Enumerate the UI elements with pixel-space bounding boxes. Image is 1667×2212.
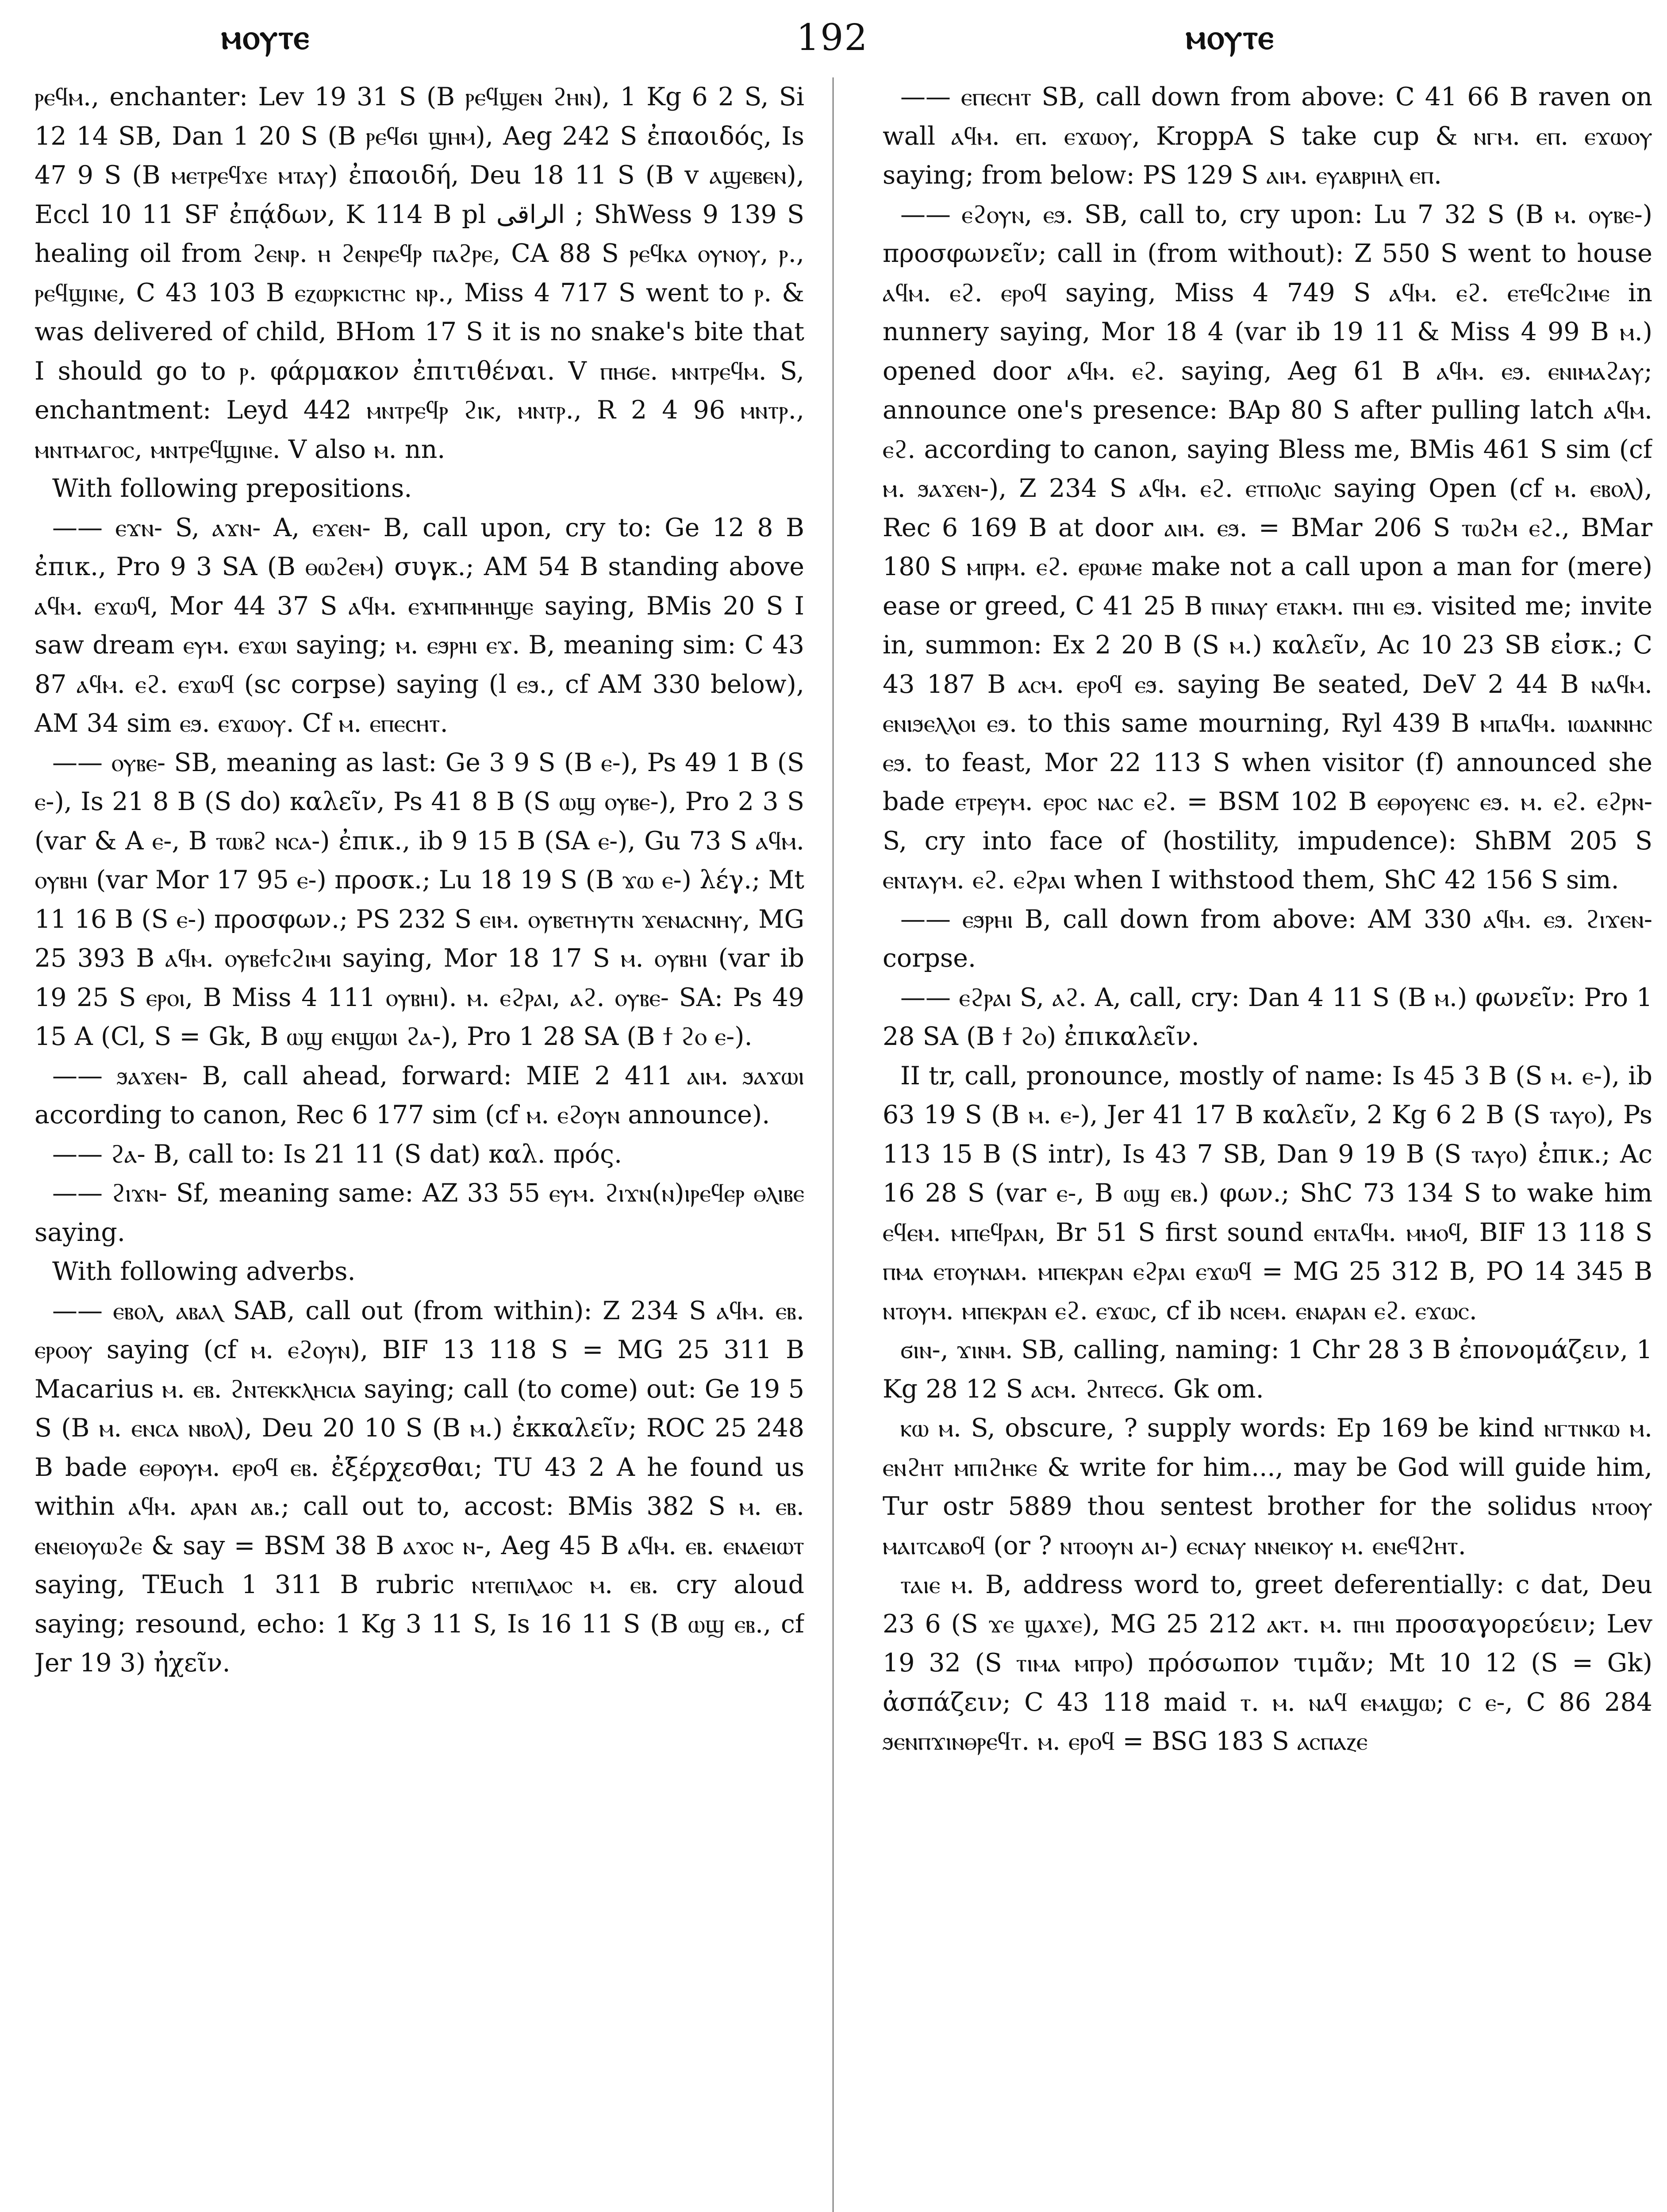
right-running-head: ⲙⲟⲩⲧⲉ xyxy=(1186,17,1275,57)
left-column xyxy=(35,77,804,2212)
entry-ebol: —— ⲉⲃⲟⲗ, ⲁⲃⲁⲗ SAB, call out (from within): Z 234 S ⲁϥⲙ. ⲉⲃ. ⲉⲣⲟⲟⲩ saying (cf ⲙ. ⲉϩⲟⲩⲛ), BIF 13 118 S = MG 25 311 B Macarius ⲙ. ⲉⲃ. ϩⲛⲧⲉⲕⲕⲗⲏⲥⲓⲁ saying; call (to come) out: Ge 19 5 S (B ⲙ. ⲉⲛⲥⲁ ⲛⲃⲟⲗ), Deu 20 10 S (B ⲙ.) ἐκκαλεῖν; ROC 25 248 B bade ⲉⲑⲣⲟⲩⲙ. ⲉⲣⲟϥ ⲉⲃ. ἐξέρχεσθαι; TU 43 2 A he found us within ⲁϥⲙ. ⲁⲣⲁⲛ ⲁⲃ.; call out to, accost: BMis 382 S ⲙ. ⲉⲃ. ⲉⲛⲉⲓⲟⲩⲱϩⲉ & say = BSM 38 B ⲁϫⲟⲥ ⲛ-, Aeg 45 B ⲁϥⲙ. ⲉⲃ. ⲉⲛⲁⲉⲓⲱⲧ saying, TEuch 1 311 B rubric ⲛⲧⲉⲡⲓⲗⲁⲟⲥ ⲙ. ⲉⲃ. cry aloud saying; resound, echo: 1 Kg 3 11 S, Is 16 11 S (B ⲱϣ ⲉⲃ., cf Jer 19 3) ἠχεῖν. xyxy=(35,1296,804,1678)
entry-ha: —— ϩⲁ- B, call to: Is 21 11 (S dat) καλ. πρός. xyxy=(52,1139,622,1169)
entry-epesht: —— ⲉⲡⲉⲥⲏⲧ SB, call down from above: C 41 66 B raven on wall ⲁϥⲙ. ⲉⲡ. ⲉϫⲱⲟⲩ, KroppA S take cup & ⲛⲅⲙ. ⲉⲡ. ⲉϫⲱⲟⲩ saying; from below: PS 129 S ⲁⲓⲙ. ⲉⲩⲁⲃⲣⲓⲏⲗ ⲉⲡ. xyxy=(883,82,1652,190)
page-header xyxy=(0,0,1667,66)
entry-ko: ⲕⲱ ⲙ. S, obscure, ? supply words: Ep 169 be kind ⲛⲅⲧⲛⲕⲱ ⲙ. ⲉⲛϩⲏⲧ ⲙⲡⲓϩⲏⲕⲉ & write for him..., may be God will guide him, Tur ostr 5889 thou sentest brother for the solidus ⲛⲧⲟⲟⲩ ⲙⲁⲓⲧⲥⲁⲃⲟϥ (or ? ⲛⲧⲟⲟⲩⲛ ⲁⲓ-) ⲉⲥⲛⲁⲩ ⲛⲛⲉⲓⲕⲟⲩ ⲙ. ⲉⲛⲉϥϩⲏⲧ. xyxy=(883,1413,1652,1560)
right-column xyxy=(883,77,1652,2212)
entry-transitive: II tr, call, pronounce, mostly of name: Is 45 3 B (S ⲙ. ⲉ-), ib 63 19 S (B ⲙ. ⲉ-), Jer 41 17 B καλεῖν, 2 Kg 6 2 B (S ⲧⲁⲩⲟ), Ps 113 15 B (S intr), Is 43 7 SB, Dan 9 19 B (S ⲧⲁⲩⲟ) ἐπικ.; Ac 16 28 S (var ⲉ-, B ⲱϣ ⲉⲃ.) φων.; ShC 73 134 S to wake him ⲉϥⲉⲙ. ⲙⲡⲉϥⲣⲁⲛ, Br 51 S first sound ⲉⲛⲧⲁϥⲙ. ⲙⲙⲟϥ, BIF 13 118 S ⲡⲙⲁ ⲉⲧⲟⲩⲛⲁⲙ. ⲙⲡⲉⲕⲣⲁⲛ ⲉϩⲣⲁⲓ ⲉϫⲱϥ = MG 25 312 B, PO 14 345 B ⲛⲧⲟⲩⲙ. ⲙⲡⲉⲕⲣⲁⲛ ⲉϩ. ⲉϫⲱⲥ, cf ib ⲛⲥⲉⲙ. ⲉⲛⲁⲣⲁⲛ ⲉϩ. ⲉϫⲱⲥ. xyxy=(883,1061,1652,1325)
entry-taie: ⲧⲁⲓⲉ ⲙ. B, address word to, greet deferentially: c dat, Deu 23 6 (S ϫⲉ ϣⲁϫⲉ), MG 25 212 ⲁⲕⲧ. ⲙ. ⲡⲏⲓ προσαγορεύειν; Lev 19 32 (S ⲧⲓⲙⲁ ⲙⲡⲣⲟ) πρόσωπον τιμᾶν; Mt 10 12 (S = Gk) ἀσπάζειν; C 43 118 maid ⲧ. ⲙ. ⲛⲁϥ ⲉⲙⲁϣⲱ; c ⲉ-, C 86 284 ϧⲉⲛⲡϫⲓⲛⲑⲣⲉϥⲧ. ⲙ. ⲉⲣⲟϥ = BSG 183 S ⲁⲥⲡⲁⲍⲉ xyxy=(883,1570,1652,1756)
prepositions-heading: With following prepositions. xyxy=(52,474,412,503)
adverbs-heading: With following adverbs. xyxy=(52,1257,356,1286)
page-number: 192 xyxy=(796,17,868,59)
entry-khajen: —— ϧⲁϫⲉⲛ- B, call ahead, forward: MIE 2 411 ⲁⲓⲙ. ϧⲁϫⲱⲓ according to canon, Rec 6 177 sim (cf ⲙ. ⲉϩⲟⲩⲛ announce). xyxy=(35,1061,804,1129)
left-running-head: ⲙⲟⲩⲧⲉ xyxy=(221,17,310,57)
entry-ejn: —— ⲉϫⲛ- S, ⲁϫⲛ- A, ⲉϫⲉⲛ- B, call upon, cry to: Ge 12 8 B ἐπικ., Pro 9 3 SA (B ⲑⲱϩⲉⲙ) συγκ.; AM 54 B standing above ⲁϥⲙ. ⲉϫⲱϥ, Mor 44 37 S ⲁϥⲙ. ⲉϫⲙⲡⲙⲏⲏϣⲉ saying, BMis 20 S I saw dream ⲉⲩⲙ. ⲉϫⲱⲓ saying; ⲙ. ⲉϧⲣⲏⲓ ⲉϫ. B, meaning sim: C 43 87 ⲁϥⲙ. ⲉϩ. ⲉϫⲱϥ (sc corpse) saying (l ⲉϧ., cf AM 330 below), AM 34 sim ⲉϧ. ⲉϫⲱⲟⲩ. Cf ⲙ. ⲉⲡⲉⲥⲏⲧ. xyxy=(35,513,804,738)
entry-ehoun: —— ⲉϩⲟⲩⲛ, ⲉϧ. SB, call to, cry upon: Lu 7 32 S (B ⲙ. ⲟⲩⲃⲉ-) προσφωνεῖν; call in (from without): Z 550 S went to house ⲁϥⲙ. ⲉϩ. ⲉⲣⲟϥ saying, Miss 4 749 S ⲁϥⲙ. ⲉϩ. ⲉⲧⲉϥⲥϩⲓⲙⲉ in nunnery saying, Mor 18 4 (var ib 19 11 & Miss 4 99 B ⲙ.) opened door ⲁϥⲙ. ⲉϩ. saying, Aeg 61 B ⲁϥⲙ. ⲉϧ. ⲉⲛⲓⲙⲁϩⲁⲩ; announce one's presence: BAp 80 S after pulling latch ⲁϥⲙ. ⲉϩ. according to canon, saying Bless me, BMis 461 S sim (cf ⲙ. ϧⲁϫⲉⲛ-), Z 234 S ⲁϥⲙ. ⲉϩ. ⲉⲧⲡⲟⲗⲓⲥ saying Open (cf ⲙ. ⲉⲃⲟⲗ), Rec 6 169 B at door ⲁⲓⲙ. ⲉϧ. = BMar 206 S ⲧⲱϩⲙ ⲉϩ., BMar 180 S ⲙⲡⲣⲙ. ⲉϩ. ⲉⲣⲱⲙⲉ make not a call upon a man for (mere) ease or greed, C 41 25 B ⲡⲓⲛⲁⲩ ⲉⲧⲁⲕⲙ. ⲡⲏⲓ ⲉϧ. visited me; invite in, summon: Ex 2 20 B (S ⲙ.) καλεῖν, Ac 10 23 SB εἰσκ.; C 43 187 B ⲁⲥⲙ. ⲉⲣⲟϥ ⲉϧ. saying Be seated, DeV 2 44 B ⲛⲁϥⲙ. ⲉⲛⲓϧⲉⲗⲗⲟⲓ ⲉϧ. to this same mourning, Ryl 439 B ⲙⲡⲁϥⲙ. ⲓⲱⲁⲛⲛⲏⲥ ⲉϧ. to feast, Mor 22 113 S when visitor (f) announced she bade ⲉⲧⲣⲉⲩⲙ. ⲉⲣⲟⲥ ⲛⲁⲥ ⲉϩ. = BSM 102 B ⲉⲑⲣⲟⲩⲉⲛⲥ ⲉϧ. ⲙ. ⲉϩ. ⲉϩⲣⲛ- S, cry into face of (hostility, impudence): ShBM 205 S ⲉⲛⲧⲁⲩⲙ. ⲉϩ. ⲉϩⲣⲁⲓ when I withstood them, ShC 42 156 S sim. xyxy=(883,200,1652,895)
column-divider xyxy=(833,77,834,2212)
entry-hijn: —— ϩⲓϫⲛ- Sf, meaning same: AZ 33 55 ⲉⲩⲙ. ϩⲓϫⲛ(ⲛ)ⲓⲣⲉϥⲉⲣ ⲑⲗⲓⲃⲉ saying. xyxy=(35,1179,804,1247)
entry-oube: —— ⲟⲩⲃⲉ- SB, meaning as last: Ge 3 9 S (B ⲉ-), Ps 49 1 B (S ⲉ-), Is 21 8 B (S do) καλεῖν, Ps 41 8 B (S ⲱϣ ⲟⲩⲃⲉ-), Pro 2 3 S (var & A ⲉ-, B ⲧⲱⲃϩ ⲛⲥⲁ-) ἐπικ., ib 9 15 B (SA ⲉ-), Gu 73 S ⲁϥⲙ. ⲟⲩⲃⲏⲓ (var Mor 17 95 ⲉ-) προσκ.; Lu 18 19 S (B ϫⲱ ⲉ-) λέγ.; Mt 11 16 B (S ⲉ-) προσφων.; PS 232 S ⲉⲓⲙ. ⲟⲩⲃⲉⲧⲏⲩⲧⲛ ϫⲉⲛⲁⲥⲛⲏⲩ, MG 25 393 B ⲁϥⲙ. ⲟⲩⲃⲉϯⲥϩⲓⲙⲓ saying, Mor 18 17 S ⲙ. ⲟⲩⲃⲏⲓ (var ib 19 25 S ⲉⲣⲟⲓ, B Miss 4 111 ⲟⲩⲃⲏⲓ). ⲙ. ⲉϩⲣⲁⲓ, ⲁϩ. ⲟⲩⲃⲉ- SA: Ps 49 15 A (Cl, S = Gk, B ⲱϣ ⲉⲛϣⲱⲓ ϩⲁ-), Pro 1 28 SA (B ϯ ϩⲟ ⲉ-). xyxy=(35,748,804,1051)
entry-cin: ϭⲓⲛ-, ϫⲓⲛⲙ. SB, calling, naming: 1 Chr 28 3 B ἐπονομάζειν, 1 Kg 28 12 S ⲁⲥⲙ. ϩⲛⲧⲉⲥϭ. Gk om. xyxy=(883,1335,1652,1404)
entry-ehrai: —— ⲉϩⲣⲁⲓ S, ⲁϩ. A, call, cry: Dan 4 11 S (B ⲙ.) φωνεῖν: Pro 1 28 SA (B ϯ ϩⲟ) ἐπικαλεῖν. xyxy=(883,983,1652,1051)
entry-ekhrei: —— ⲉϧⲣⲏⲓ B, call down from above: AM 330 ⲁϥⲙ. ⲉϧ. ϩⲓϫⲉⲛ- corpse. xyxy=(883,904,1652,973)
entry-rheqm: ⲣⲉϥⲙ., enchanter: Lev 19 31 S (B ⲣⲉϥϣⲉⲛ ϩⲏⲛ), 1 Kg 6 2 S, Si 12 14 SB, Dan 1 20 S (B ⲣⲉϥϭⲓ ϣⲏⲙ), Aeg 242 S ἐπαοιδός, Is 47 9 S (B ⲙⲉⲧⲣⲉϥϫⲉ ⲙⲧⲁⲩ) ἐπαοιδή, Deu 18 11 S (B v ⲁϣⲉⲃⲉⲛ), Eccl 10 11 SF ἐπᾴδων, K 114 B pl ﺍﻟﺮﺍﻗﻰ ; ShWess 9 139 S healing oil from ϩⲉⲛⲣ. ⲏ ϩⲉⲛⲣⲉϥⲣ ⲡⲁϩⲣⲉ, CA 88 S ⲣⲉϥⲕⲁ ⲟⲩⲛⲟⲩ, ⲣ., ⲣⲉϥϣⲓⲛⲉ, C 43 103 B ⲉⲍⲱⲣⲕⲓⲥⲧⲏⲥ ⲛⲣ., Miss 4 717 S went to ⲣ. & was delivered of child, BHom 17 S it is no snake's bite that I should go to ⲣ. φάρμακον ἐπιτιθέναι. V ⲡⲏϭⲉ. ⲙⲛⲧⲣⲉϥⲙ. S, enchantment: Leyd 442 ⲙⲛⲧⲣⲉϥⲣ ϩⲓⲕ, ⲙⲛⲧⲣ., R 2 4 96 ⲙⲛⲧⲣ., ⲙⲛⲧⲙⲁⲅⲟⲥ, ⲙⲛⲧⲣⲉϥϣⲓⲛⲉ. V also ⲙ. nn. xyxy=(35,82,804,464)
